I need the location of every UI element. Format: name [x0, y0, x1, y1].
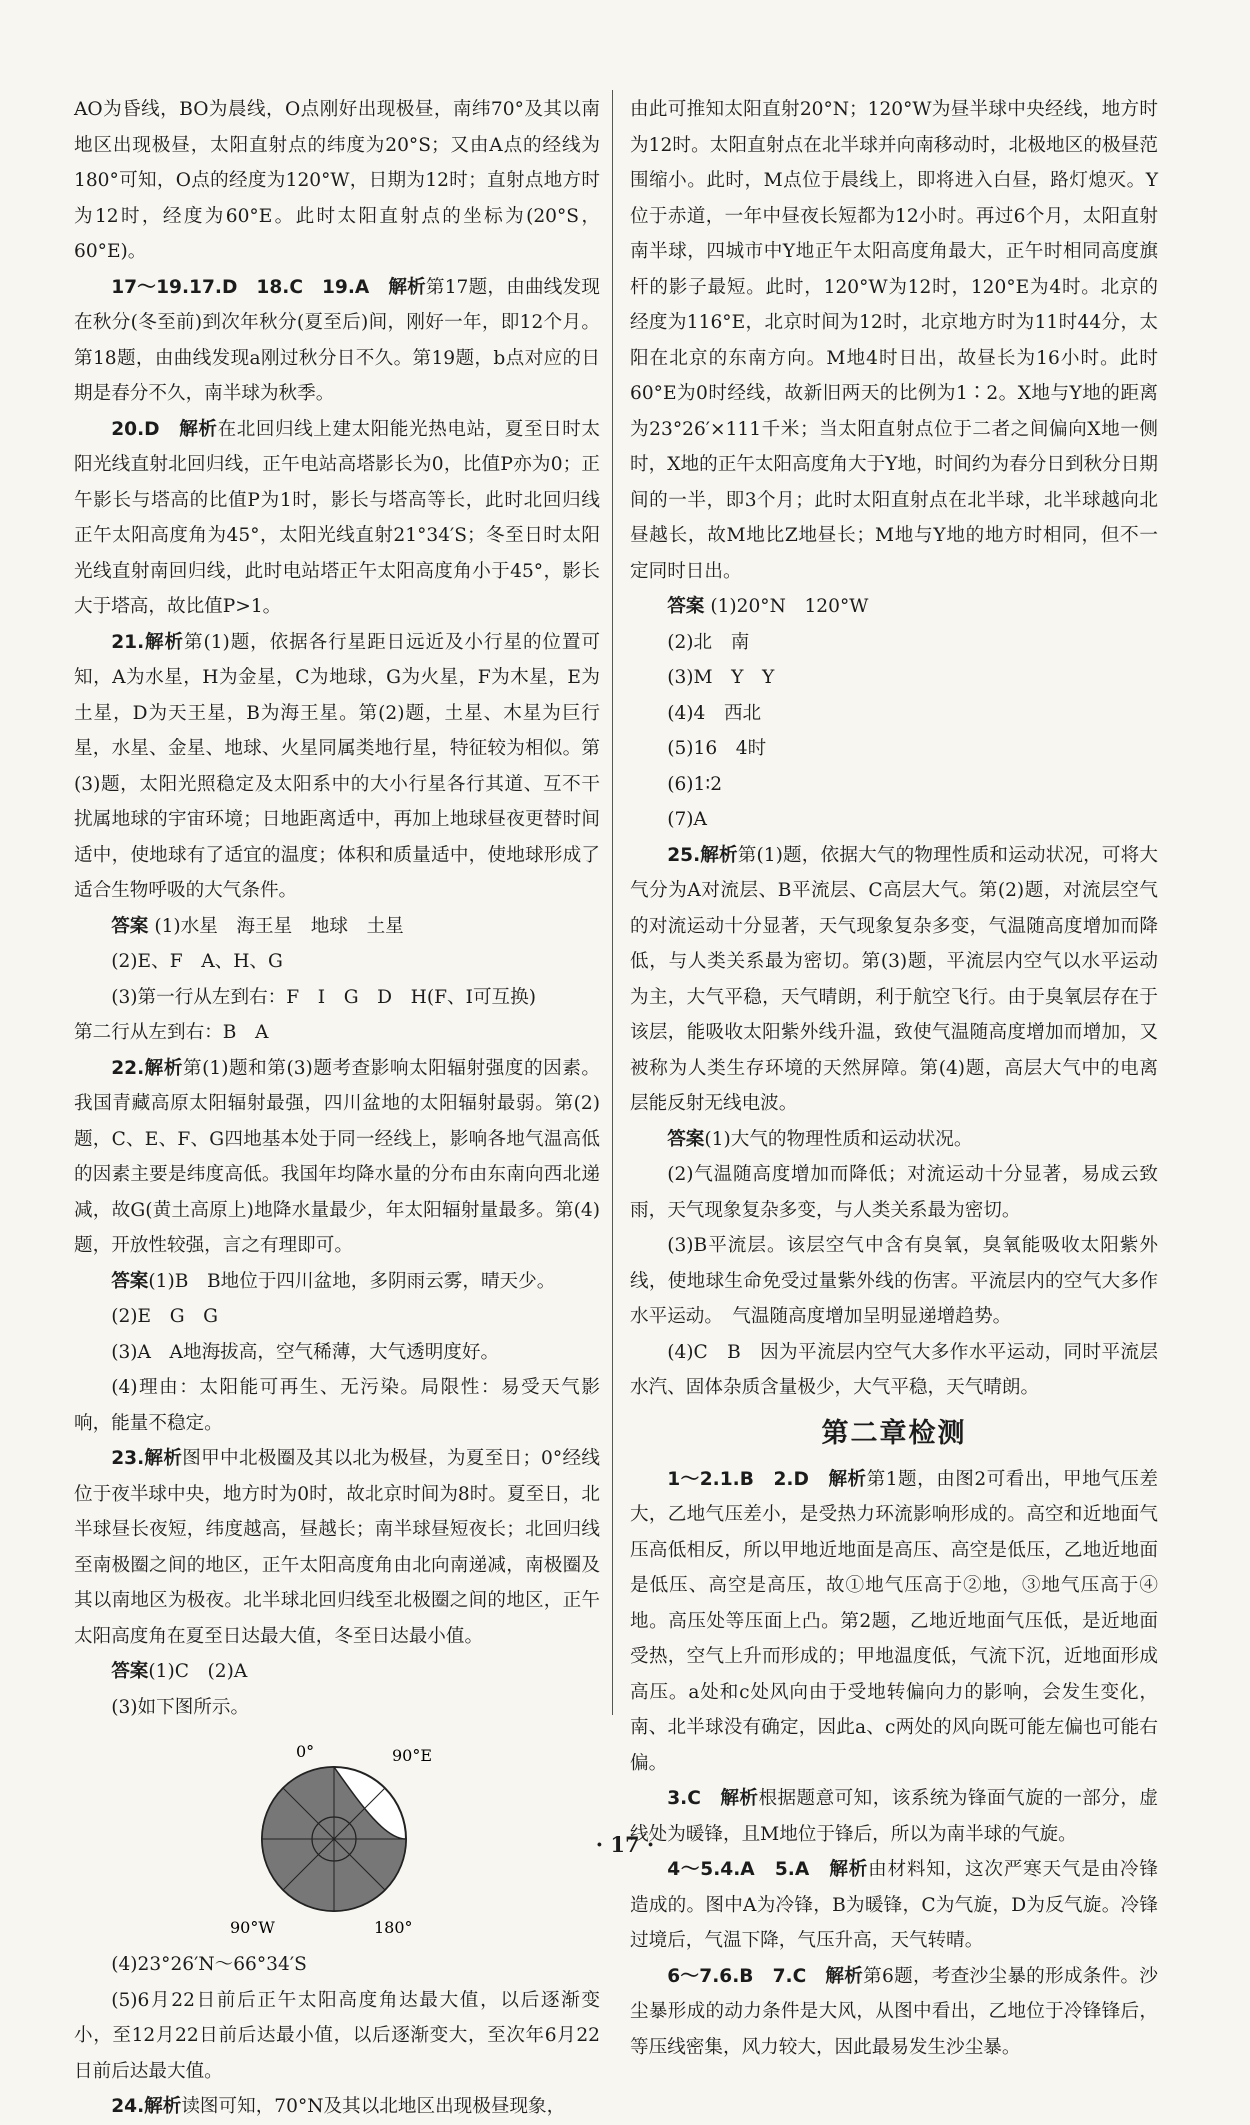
c-q1-2: 1～2.1.B 2.D 解析第1题，由图2可看出，甲地气压差大，乙地气压差小，是受热力环流影响形成的。高空和近地面气压高低相反，所以甲地近地面是高压、高空是低压，乙地近地面是低压、高空是高压，故①地气压高于②地，③地气压高于④地。高压处等压面上凸。第2题，乙地近地面气压低，是近地面受热，空气上升而形成的；甲地温度低，气流下沉，近地面形成高压。a处和c处风向由于受地转偏向力的影响，会发生变化，南、北半球没有确定，因此a、c两处的风向既可能左偏也可能右偏。	[630, 1468, 1158, 1774]
label-90w: 90°W	[230, 1918, 275, 1937]
q21-answer-3: (3)第一行从左到右：F I G D H(F、I可互换)	[111, 986, 537, 1008]
q22-answer-2: (2)E G G	[111, 1306, 218, 1327]
q25: 25.解析第(1)题，依据大气的物理性质和运动状况，可将大气分为A对流层、B平流层、C高层大气。第(2)题，对流层空气的对流运动十分显著，天气现象复杂多变，气温随高度增加而降低，与人类关系最为密切。第(3)题，平流层内空气以水平运动为主，大气平稳，天气晴朗，利于航空飞行。由于臭氧层存在于该层，能吸收太阳紫外线升温，致使气温随高度增加而增加，又被称为人类生存环境的天然屏障。第(4)题，高层大气中的电离层能反射无线电波。	[630, 844, 1158, 1114]
column-divider	[612, 90, 613, 1715]
q24: 24.解析读图可知，70°N及其以北地区出现极昼现象，	[111, 2096, 566, 2117]
q21-answer-2: (2)E、F A、H、G	[111, 951, 283, 972]
label-90e: 90°E	[392, 1746, 433, 1765]
page-number: · 17 ·	[595, 1832, 655, 1857]
q23-answer-4: (4)23°26′N～66°34′S	[111, 1954, 307, 1975]
right-column	[630, 92, 1158, 2065]
q25-answer: 答案(1)大气的物理性质和运动状况。	[667, 1128, 973, 1150]
q24-answer-6: (6)1∶2	[667, 773, 723, 795]
q20: 20.D 解析在北回归线上建太阳能光热电站，夏至日时太阳光线直射北回归线，正午电站高塔影长为0，比值P亦为0；正午影长与塔高的比值P为1时，影长与塔高等长，此时北回归线正午太阳高度角为45°，太阳光线直射21°34′S；冬至日时太阳光线直射南回归线，此时电站塔正午太阳高度角小于45°，影长大于塔高，故比值P>1。	[74, 418, 600, 617]
q24-answer-3: (3)M Y Y	[667, 667, 775, 688]
q25-answer-3: (3)B平流层。该层空气中含有臭氧，臭氧能吸收太阳紫外线，使地球生命免受过量紫外线的伤害。平流层内的空气大多作水平运动。 气温随高度增加呈明显递增趋势。	[630, 1235, 1158, 1327]
q24-continued: 由此可推知太阳直射20°N；120°W为昼半球中央经线，地方时为12时。太阳直射点在北半球并向南移动时，北极地区的极昼范围缩小。此时，M点位于晨线上，即将进入白昼，路灯熄灭。Y位于赤道，一年中昼夜长短都为12小时。再过6个月，太阳直射南半球，四城市中Y地正午太阳高度角最大，正午时相同高度旗杆的影子最短。此时，120°W为12时，120°E为4时。北京的经度为116°E，北京时间为12时，北京地方时为11时44分，太阳在北京的东南方向。M地4时日出，故昼长为16小时。此时60°E为0时经线，故新旧两天的比例为1∶2。X地与Y地的距离为23°26′×111千米；当太阳直射点位于二者之间偏向X地一侧时，X地的正午太阳高度角大于Y地，时间约为春分日到秋分日期间的一半，即3个月；此时太阳直射点在北半球，北半球越向北昼越长，故M地比Z地昼长；M地与Y地的地方时相同，但不一定同时日出。	[630, 99, 1158, 582]
label-180: 180°	[374, 1918, 413, 1937]
q25-answer-2: (2)气温随高度增加而降低；对流运动十分显著，易成云致雨，天气现象复杂多变，与人类关系最为密切。	[630, 1164, 1158, 1221]
label-0: 0°	[296, 1742, 315, 1761]
q24-answer-7: (7)A	[667, 809, 707, 830]
q16-continued: AO为昏线，BO为晨线，O点刚好出现极昼，南纬70°及其以南地区出现极昼，太阳直射点的纬度为20°S；又由A点的经线为180°可知，O点的经度为120°W，日期为12时；直射点地方时为12时，经度为60°E。此时太阳直射点的坐标为(20°S，60°E)。	[74, 99, 600, 262]
q25-answer-4: (4)C B 因为平流层内空气大多作水平运动，同时平流层水汽、固体杂质含量极少，大气平稳，天气晴朗。	[630, 1341, 1158, 1398]
q24-answer-4: (4)4 西北	[667, 702, 762, 724]
q24-answer-2: (2)北 南	[667, 631, 750, 653]
q21: 21.解析第(1)题，依据各行星距日远近及小行星的位置可知，A为水星，H为金星，C为地球，G为火星，F为木星，E为土星，D为天王星，B为海王星。第(2)题，土星、木星为巨行星，水星、金星、地球、火星同属类地行星，特征较为相似。第(3)题，太阳光照稳定及太阳系中的大小行星各行其道、互不干扰属地球的宇宙环境；日地距离适中，再加上地球昼夜更替时间适中，使地球有了适宜的温度；体积和质量适中，使地球形成了适合生物呼吸的大气条件。	[74, 631, 600, 901]
q17-19: 17～19.17.D 18.C 19.A 解析第17题，由曲线发现在秋分(冬至前)到次年秋分(夏至后)间，刚好一年，即12个月。第18题，由曲线发现a刚过秋分日不久。第19题，b点对应的日期是春分不久，南半球为秋季。	[74, 276, 600, 404]
chapter-title: 第二章检测	[821, 1417, 967, 1449]
q22-answer-3: (3)A A地海拔高，空气稀薄，大气透明度好。	[111, 1341, 500, 1363]
q23-answer-2: (3)如下图所示。	[111, 1696, 250, 1718]
q24-answer-5: (5)16 4时	[667, 738, 767, 759]
c-q4-5: 4～5.4.A 5.A 解析由材料知，这次严寒天气是由冷锋造成的。图中A为冷锋，B为暖锋，C为气旋，D为反气旋。冷锋过境后，气温下降，气压升高，天气转晴。	[630, 1859, 1158, 1951]
q24-answer: 答案 (1)20°N 120°W	[667, 596, 869, 617]
c-q3: 3.C 解析根据题意可知，该系统为锋面气旋的一部分，虚线处为暖锋，且M地位于锋后，所以为南半球的气旋。	[630, 1788, 1158, 1845]
q21-answer-4: 第二行从左到右：B A	[74, 1022, 269, 1043]
q22-answer: 答案(1)B B地位于四川盆地，多阴雨云雾，晴天少。	[111, 1270, 556, 1292]
q21-answer: 答案 (1)水星 海王星 地球 土星	[111, 915, 404, 937]
q23: 23.解析图甲中北极圈及其以北为极昼，为夏至日；0°经线位于夜半球中央，地方时为0时，故北京时间为8时。夏至日，北半球昼长夜短，纬度越高，昼越长；南半球昼短夜长；北回归线至南极圈之间的地区，正午太阳高度角由北向南递减，南极圈及其以南地区为极夜。北半球北回归线至北极圈之间的地区，正午太阳高度角在夏至日达最大值，冬至日达最小值。	[74, 1448, 600, 1647]
q22-answer-4: (4)理由：太阳能可再生、无污染。局限性：易受天气影响，能量不稳定。	[74, 1377, 600, 1434]
q22: 22.解析第(1)题和第(3)题考查影响太阳辐射强度的因素。我国青藏高原太阳辐射最强，四川盆地的太阳辐射最弱。第(2)题，C、E、F、G四地基本处于同一经线上，影响各地气温高低的因素主要是纬度高低。我国年均降水量的分布由东南向西北递减，故G(黄土高原上)地降水量最少，年太阳辐射量最多。第(4)题，开放性较强，言之有理即可。	[74, 1057, 600, 1256]
q23-answer-5: (5)6月22日前后正午太阳高度角达最大值，以后逐渐变小，至12月22日前后达最小值，以后逐渐变大，至次年6月22日前后达最大值。	[74, 1989, 600, 2082]
left-column	[74, 92, 600, 2125]
c-q6-7: 6～7.6.B 7.C 解析第6题，考查沙尘暴的形成条件。沙尘暴形成的动力条件是大风，从图中看出，乙地位于冷锋锋后，等压线密集，风力较大，因此最易发生沙尘暴。	[630, 1965, 1158, 2058]
q23-answer: 答案(1)C (2)A	[111, 1661, 248, 1682]
